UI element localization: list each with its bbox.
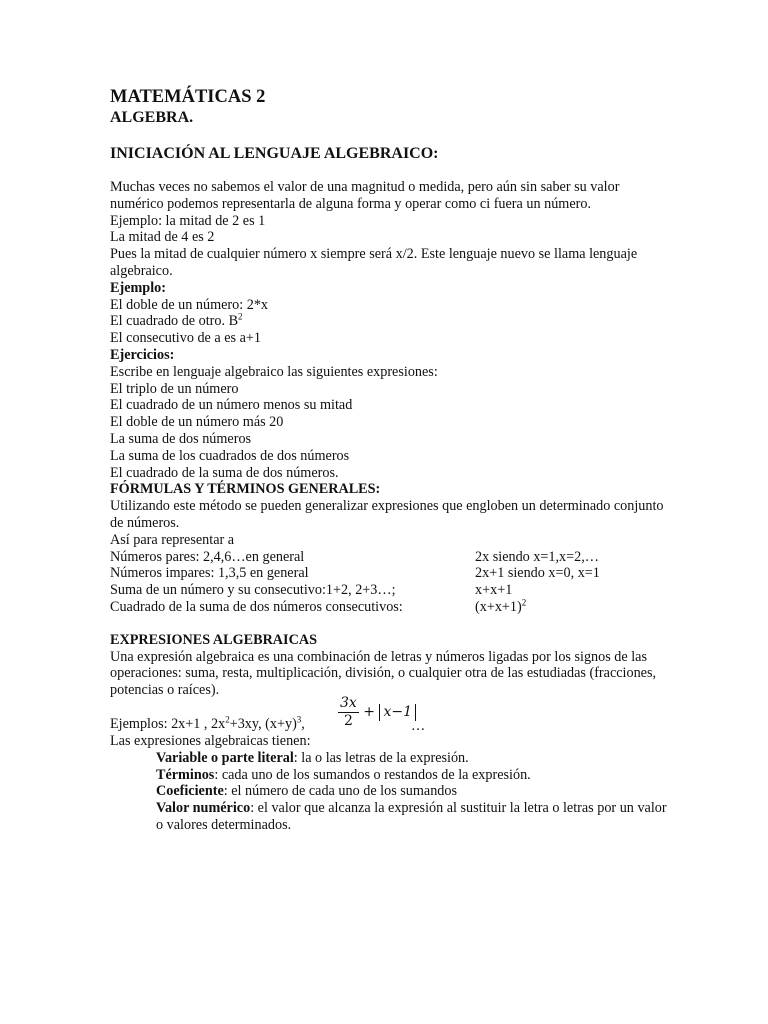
formula-row-right [475,599,670,616]
ejercicio-item: El cuadrado de la suma de dos números. [110,464,339,481]
section-heading-formulas: FÓRMULAS Y TÉRMINOS GENERALES: [110,481,381,498]
formula-row-left: Cuadrado de la suma de dos números consecutivos: [110,598,403,615]
definition-term: Coeficiente [156,783,224,800]
ejemplo-item: El consecutivo de a es a+1 [110,330,262,347]
definition-item [110,783,670,800]
ejemplos-prefix: Ejemplos: 2x+1 , 2x [110,715,226,732]
ejemplos-mid: +3xy, (x+y) [229,715,297,732]
ejercicios-label: Ejercicios: [110,346,175,363]
expresiones-tienen: Las expresiones algebraicas tienen: [110,732,311,749]
ejemplos-text [110,716,305,733]
ejemplos-line [110,694,670,734]
formula-row [110,549,670,566]
document-title: MATEMÁTICAS 2 [110,87,266,107]
expresiones-intro: Una expresión algebraica es una combinación de letras y números ligadas por los signos de las operaciones: suma, resta, multiplicación, división, o cualquier otra de las estudiadas (fracciones, potencias o raíces). [110,648,657,699]
ejemplos-suffix: , [301,715,305,732]
absolute-value: x−1 [379,704,416,721]
ejemplo-item [110,313,670,330]
example-line-2: La mitad de 4 es 2 [110,229,215,246]
section-heading-lenguaje: INICIACIÓN AL LENGUAJE ALGEBRAICO: [110,145,439,162]
fraction [338,695,359,730]
formula-row-left: Números pares: 2,4,6…en general [110,548,305,565]
definition-item [110,750,670,767]
definition-term: Términos [156,766,215,783]
fraction-formula [338,695,416,730]
ejercicio-item: El cuadrado de un número menos su mitad [110,397,353,414]
ejemplo-item: El doble de un número: 2*x [110,296,269,313]
formula-row-right-text: (x+x+1) [475,598,522,615]
definition-item [110,767,670,784]
definition-desc: : el número de cada uno de los sumandos [223,783,458,800]
fraction-numerator: 3x [340,694,357,711]
ellipsis: … [411,717,426,734]
definition-item [110,800,670,834]
formula-row [110,599,670,616]
superscript: 2 [225,714,230,725]
example-line-1: Ejemplo: la mitad de 2 es 1 [110,212,266,229]
formula-row-right: 2x siendo x=1,x=2,… [475,548,599,565]
fraction-denominator: 2 [343,712,353,729]
ejemplo-label: Ejemplo: [110,279,166,296]
ejercicio-item: La suma de los cuadrados de dos números [110,447,350,464]
ejercicio-item: El doble de un número más 20 [110,414,284,431]
definition-term: Variable o parte literal [156,749,294,766]
definition-term: Valor numérico [156,800,251,817]
example-line-3: Pues la mitad de cualquier número x siempre será x/2. Este lenguaje nuevo se llama lenguaje algebraico. [110,246,638,279]
ejemplo-item-text: El cuadrado de otro. B [110,313,239,330]
formula-row-left: Números impares: 1,3,5 en general [110,565,309,582]
definition-desc: : el valor que alcanza la expresión al sustituir la letra o letras por un valor o valores determinados. [156,800,667,833]
document-subtitle: ALGEBRA. [110,109,194,126]
definition-desc: : la o las letras de la expresión. [293,749,469,766]
intro-paragraph: Muchas veces no sabemos el valor de una magnitud o medida, pero aún sin saber su valor numérico podemos representarla de alguna forma y operar como ci fuera un número. [110,179,620,212]
formulas-intro: Utilizando este método se pueden generalizar expresiones que engloben un determinado conjunto de números. [110,498,664,531]
ejercicios-intro: Escribe en lenguaje algebraico las siguientes expresiones: [110,363,438,380]
formulas-asi: Así para representar a [110,531,235,548]
document-page [110,86,670,834]
ejercicio-item: La suma de dos números [110,430,252,447]
superscript: 2 [238,311,243,322]
definition-desc: : cada uno de los sumandos o restandos de la expresión. [214,766,531,783]
superscript: 2 [521,597,527,608]
formula-row-left: Suma de un número y su consecutivo:1+2, 2+3…; [110,582,396,599]
formula-row-right: 2x+1 siendo x=0, x=1 [475,565,600,582]
superscript: 3 [296,714,302,725]
ejercicio-item: El triplo de un número [110,380,239,397]
plus-sign: + [363,703,375,720]
formula-row-right: x+x+1 [475,582,513,599]
section-heading-expresiones: EXPRESIONES ALGEBRAICAS [110,631,317,648]
formula-row [110,582,670,599]
formula-row [110,565,670,582]
